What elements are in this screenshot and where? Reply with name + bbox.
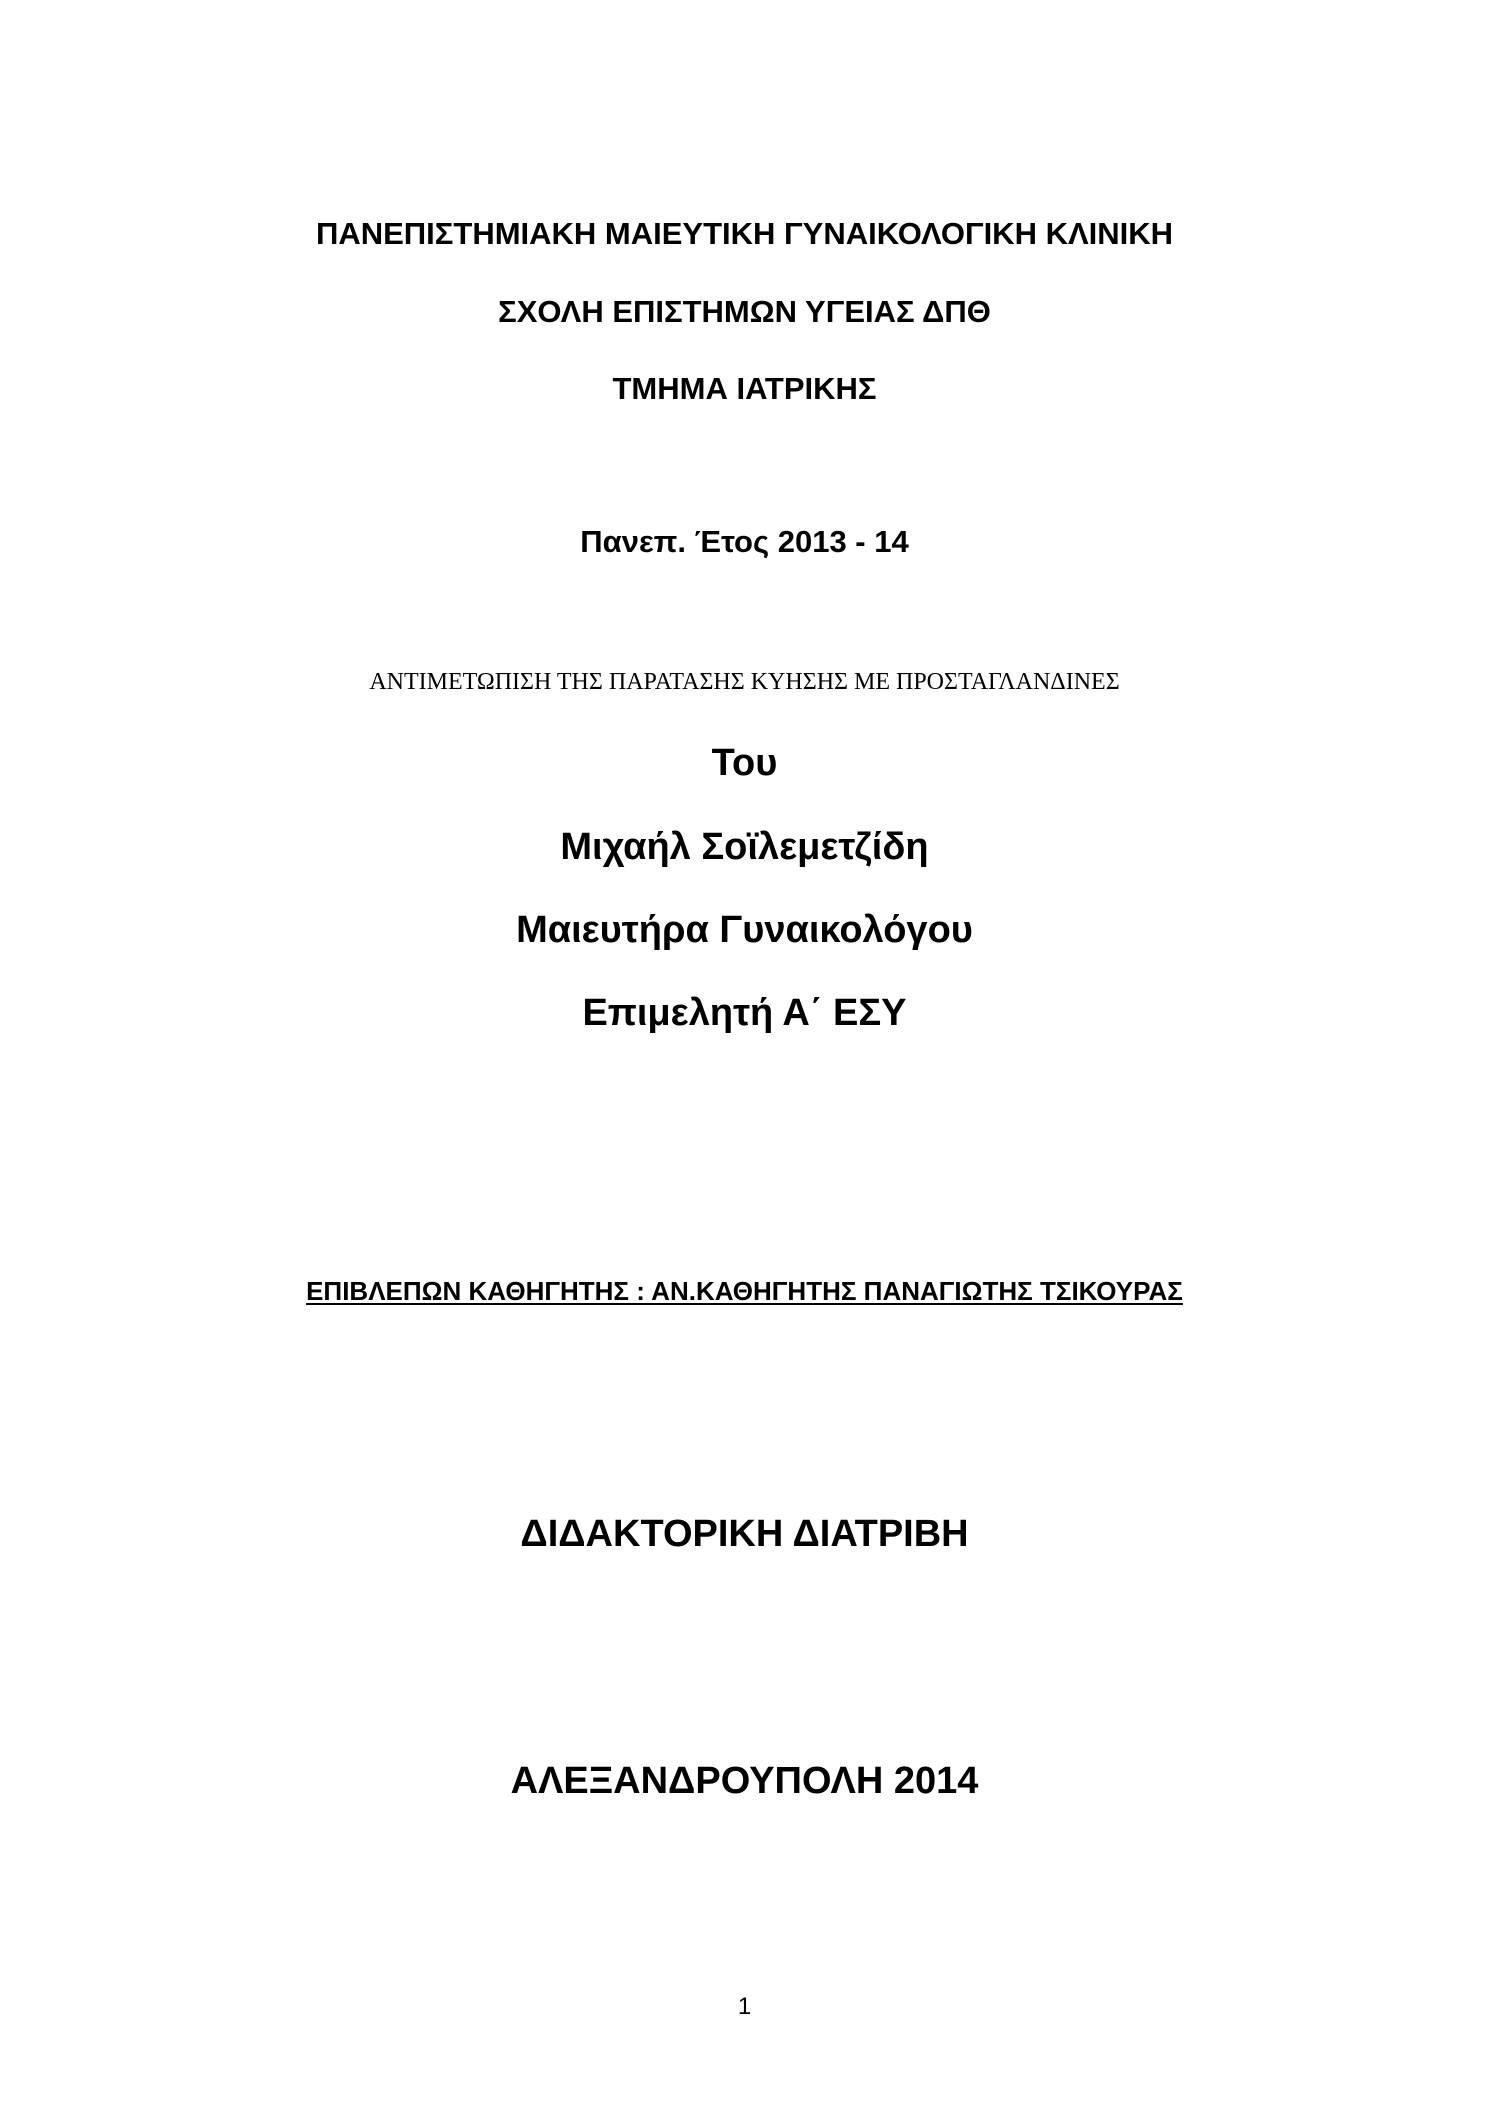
thesis-title: ΑΝΤΙΜΕΤΩΠΙΣΗ ΤΗΣ ΠΑΡΑΤΑΣΗΣ ΚΥΗΣΗΣ ΜΕ ΠΡΟΣΤΑΓΛΑΝΔΙΝΕΣ [369,669,1120,695]
institution-department: ΤΜΗΜΑ ΙΑΤΡΙΚΗΣ [612,371,877,406]
supervisor-line: ΕΠΙΒΛΕΠΩΝ ΚΑΘΗΓΗΤΗΣ : ΑΝ.ΚΑΘΗΓΗΤΗΣ ΠΑΝΑΓΙΩΤΗΣ ΤΣΙΚΟΥΡΑΣ [306,1276,1183,1306]
author-preposition: Του [711,742,778,784]
institution-clinic: ΠΑΝΕΠΙΣΤΗΜΙΑΚΗ ΜΑΙΕΥΤΙΚΗ ΓΥΝΑΙΚΟΛΟΓΙΚΗ ΚΛΙΝΙΚΗ [315,216,1174,251]
institution-school: ΣΧΟΛΗ ΕΠΙΣΤΗΜΩΝ ΥΓΕΙΑΣ ΔΠΘ [498,294,991,329]
author-position: Επιμελητή Α΄ ΕΣΥ [582,992,907,1034]
document-type: ΔΙΔΑΚΤΟΡΙΚΗ ΔΙΑΤΡΙΒΗ [520,1513,969,1555]
academic-year: Πανεπ. Έτος 2013 - 14 [580,524,909,559]
author-name: Μιχαήλ Σοϊλεμετζίδη [560,826,929,868]
place-year: ΑΛΕΞΑΝΔΡΟΥΠΟΛΗ 2014 [510,1760,979,1802]
author-specialty: Μαιευτήρα Γυναικολόγου [516,909,973,951]
page-number: 1 [737,1993,752,2020]
